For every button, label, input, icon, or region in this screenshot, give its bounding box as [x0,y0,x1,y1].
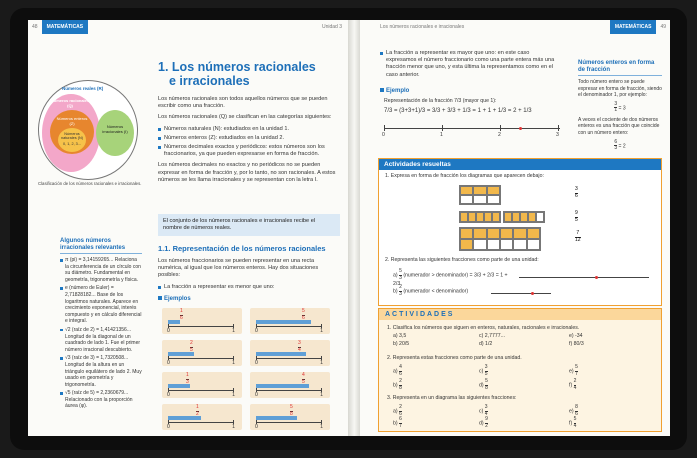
q3-item: f) $\frac{5}{4}$ [569,416,577,429]
axis-zero: 0 [255,424,258,430]
diagram-2b [503,211,545,223]
example-fraction: $\frac{2}{5}$ [190,340,193,353]
axis-one: 1 [320,328,323,334]
example-card [250,308,330,334]
question-3: 3. Representa en un diagrama las siguientes fracciones: [387,395,517,401]
axis-one: 1 [320,392,323,398]
section-bullets [158,284,340,291]
activities-box [378,308,662,432]
q2-item: a) $\frac{4}{6}$ [393,364,402,377]
example-fraction: $\frac{4}{5}$ [302,372,305,385]
axis-zero: 0 [255,328,258,334]
resolved-b: b) $\frac{2}{3}$ (numerador < denominador) [393,284,469,297]
left-page-number: 48 [32,24,38,30]
sidebar-title: Algunos números irracionales relevantes [60,238,142,254]
example-text: Representación de la fracción 7/3 (mayor que 1): [384,98,497,104]
diagram-1 [459,185,501,205]
irrational-text: Los números decimales no exactos y no periódicos no se pueden expresar en forma de fracción y, por lo tanto, no son racionales. A estos números se les llama irracionales y se representan con la letra I. [158,162,336,183]
axis-one: 1 [232,424,235,430]
page-title [158,60,316,88]
axis-label: 1 [440,132,443,138]
open-book [10,8,687,450]
example-fraction: $\frac{5}{6}$ [302,308,305,321]
q2-item: f) $\frac{2}{4}$ [569,378,577,391]
question-1: 1. Clasifica los números que siguen en enteros, naturales, racionales e irracionales. [387,325,580,331]
example-card [162,340,242,366]
list-item: √3 (raíz de 3) = 1,7320508... Longitud de la altura en un triángulo equilátero de lado 2. Muy usado en geometría y trigonometría. [65,355,142,388]
example-fraction: $\frac{5}{8}$ [290,404,293,417]
title-line1: Los números racionales [171,60,316,74]
axis-zero: 0 [255,360,258,366]
diagram-3 [459,227,541,251]
resolved-q1: 1. Expresa en forma de fracción los diagramas que aparecen debajo: [385,173,544,179]
venn-reales-label: Números reales (R) [62,86,104,91]
example-label-text: Ejemplo [386,88,410,94]
example-fraction: $\frac{1}{2}$ [196,404,199,417]
right-header-text: Los números racionales e irracionales [380,24,465,30]
axis-label: 0 [382,132,385,138]
q2-item: e) $\frac{5}{7}$ [569,364,578,377]
resolved-a: a) $\frac{5}{3}$ (numerador > denominador) = 3/3 + 2/3 = 1 + 2/3 [393,268,508,287]
examples-label-text: Ejemplos [164,296,191,302]
q3-item: c) $\frac{3}{4}$ [479,404,488,417]
question-2: 2. Representa estas fracciones como parte de una unidad. [387,355,522,361]
axis-zero: 0 [167,392,170,398]
example-card [162,404,242,430]
left-page [28,20,350,436]
axis-label: 2 [498,132,501,138]
q1-item: c) 2,7777... [479,333,505,339]
q1-item: b) 20/5 [393,341,410,347]
list-item: √2 (raíz de 2) = 1,41421356... Longitud de la diagonal de un cuadrado de lado 1. Fue el primer número irracional descubierto. [65,326,141,353]
venn-irracionales-label: Números irracionales (I) [102,124,128,134]
square-bullet-icon [380,88,384,92]
venn-racionales-label: Números racionales (Q) [50,98,90,108]
section-title: 1.1. Representación de los números racionales [158,244,326,253]
answer-fraction: $\frac{9}{5}$ [575,210,578,223]
list-item: Números enteros (Z): estudiados en la unidad 2. [164,135,340,142]
venn-enteros-label: Números enteros (Z) [56,116,88,126]
list-item: e (número de Euler) = 2,71828182... Base de los logaritmos naturales. Aparece en crecimiento exponencial, interés compuesto y en cálculo diferencial e integral. [65,285,142,325]
q1-item: a) 3,5 [393,333,407,339]
examples-label [158,296,191,302]
resolved-q2: 2. Representa las siguientes fracciones como parte de una unidad: [385,257,539,263]
resolved-title: Actividades resueltas [379,159,661,170]
main-body [158,96,340,188]
q2-item: c) $\frac{3}{5}$ [479,364,488,377]
title-line2: e irracionales [169,74,250,88]
example-fraction: $\frac{1}{6}$ [180,308,183,321]
answer-fraction: $\frac{3}{6}$ [575,186,578,199]
sidebar-title: Números enteros en forma de fracción [578,60,662,76]
categories-intro: Los números racionales (Q) se clasifican en las categorías siguientes: [158,114,332,121]
left-tab-label: MATEMÁTICAS [42,20,89,34]
section-body [158,258,340,293]
unit-label: Unidad 3 [321,24,342,30]
example-fraction: $\frac{3}{4}$ [298,340,301,353]
activities-title: ACTIVIDADES [379,309,661,320]
sidebar-fraction-2: $\frac{6}{3}$ = 2 [614,138,626,152]
sidebar-text1: Todo número entero se puede expresar en forma de fracción, siendo el denominador 1, por ejemplo: [578,79,662,99]
q2-item: b) $\frac{2}{8}$ [393,378,402,391]
categories-list [158,126,340,159]
right-intro [380,50,560,81]
example-card [162,372,242,398]
point-marker [531,292,534,295]
q1-item: f) 80/3 [569,341,584,347]
integers-sidebar [578,60,662,155]
right-tab-label: MATEMÁTICAS [610,20,657,34]
number-line-a [519,275,649,281]
axis-zero: 0 [167,360,170,366]
right-page-number: 49 [660,24,666,30]
irrationals-list [60,257,142,410]
q1-item: e) -34 [569,333,583,339]
axis-one: 1 [232,360,235,366]
right-bullets [380,50,560,79]
sidebar-text2: A veces el cociente de dos números enteros es una fracción que coincide con un número entero: [578,116,660,136]
square-bullet-icon [158,296,162,300]
right-page [360,20,670,436]
example-label [380,88,409,94]
axis-one: 1 [320,360,323,366]
venn-naturales-label: Números naturales (N) [61,132,83,141]
venn-caption: Clasificación de los números racionales e irracionales. [38,181,142,186]
venn-naturales-values: 0, 1, 2, 3... [63,142,81,146]
list-item: π (pi) = 3,14159265... Relaciona la circunferencia de un círculo con su diámetro. Fundamental en geometría, trigonometría y física. [65,257,141,283]
sidebar-fraction-1: $\frac{3}{1}$ = 3 [614,100,626,114]
axis-zero: 0 [167,328,170,334]
list-item: Números naturales (N): estudiados en la unidad 1. [164,126,340,133]
example-number-line [382,120,562,142]
intro-text: Los números racionales son todos aquellos números que se pueden escribir como una fracción. [158,96,328,110]
point-marker [595,276,598,279]
summary-box: El conjunto de los números racionales e irracionales recibe el nombre de números reales. [158,214,340,236]
axis-one: 1 [232,328,235,334]
example-fraction: $\frac{1}{3}$ [186,372,189,385]
title-number: 1. [158,60,169,74]
axis-one: 1 [232,392,235,398]
q3-item: d) $\frac{9}{2}$ [479,416,488,429]
section-text: Los números fraccionarios se pueden representar en una recta numérica, al igual que los números enteros. Hay dos situaciones posibles: [158,258,319,279]
venn-diagram [38,80,142,190]
example-card [250,340,330,366]
q3-item: e) $\frac{8}{6}$ [569,404,578,417]
resolved-activities [378,158,662,306]
axis-label: 3 [556,132,559,138]
axis-zero: 0 [255,392,258,398]
left-header [28,20,88,34]
axis-zero: 0 [167,424,170,430]
example-card [162,308,242,334]
point-marker [519,127,522,130]
irrationals-sidebar [60,238,142,412]
axis-one: 1 [320,424,323,430]
diagram-2a [459,211,501,223]
list-item: La fracción a representar es mayor que uno: en este caso expresamos el número fraccionario como una parte entera más una fracción menor que uno, y esta última la representamos como en el caso anterior. [386,50,560,79]
answer-fraction: $\frac{7}{12}$ [575,230,581,243]
list-item: Números decimales exactos y periódicos: estos números son los fraccionarios, ya que pueden expresarse en forma de fracción. [164,144,340,158]
list-item: La fracción a representar es menor que uno: [164,284,340,291]
q1-item: d) 1/2 [479,341,493,347]
example-card [250,404,330,430]
list-item: √5 (raíz de 5) = 2,2360679... Relacionado con la proporción áurea (φ). [65,390,142,410]
example-equation: 7/3 = (3+3+1)/3 = 3/3 + 3/3 + 1/3 = 1 + 1 + 1/3 = 2 + 1/3 [384,108,532,114]
q3-item: b) $\frac{6}{7}$ [393,416,402,429]
example-card [250,372,330,398]
q3-item: a) $\frac{2}{6}$ [393,404,402,417]
q2-item: d) $\frac{5}{8}$ [479,378,488,391]
right-header [610,20,670,34]
number-line-b [491,291,551,297]
